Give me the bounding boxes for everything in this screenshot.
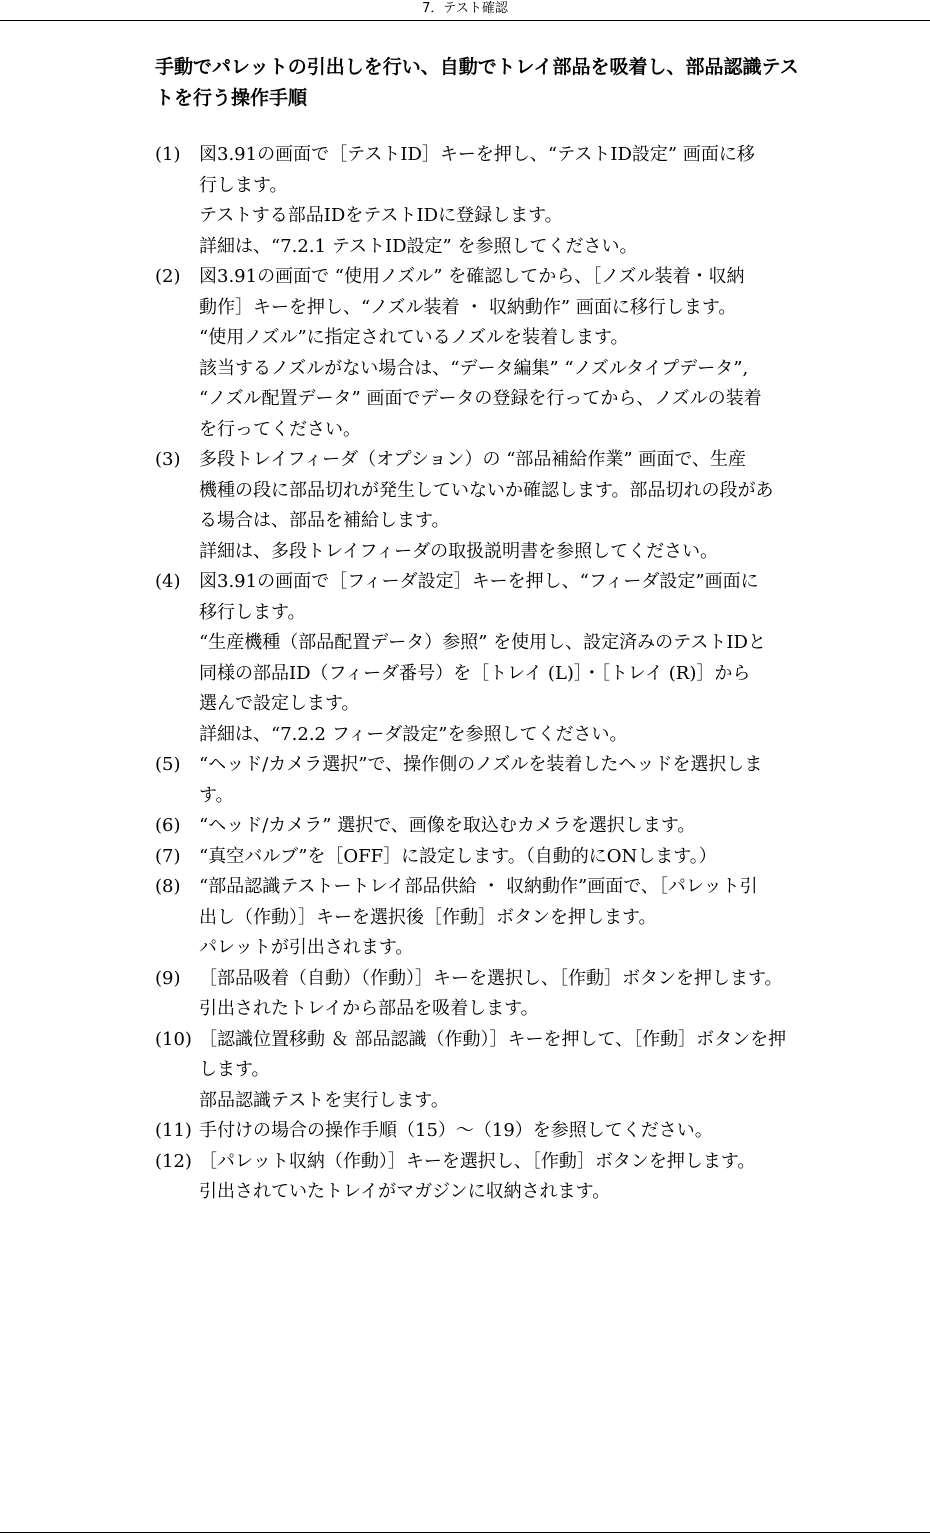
step-text-line: 引出されたトレイから部品を吸着します。 xyxy=(199,998,539,1019)
step-text-line: 行します。 xyxy=(199,174,288,196)
step-number: (5) xyxy=(155,754,181,775)
step-text-line: 図3.91の画面で “使用ノズル” を確認してから、［ノズル装着・収納 xyxy=(199,266,745,287)
step-text-line: パレットが引出されます。 xyxy=(199,937,414,958)
procedure-step xyxy=(155,140,840,262)
footer-rule xyxy=(0,1532,930,1533)
procedure-step xyxy=(155,445,840,567)
step-text-line: 手付けの場合の操作手順（15）～（19）を参照してください。 xyxy=(199,1120,713,1141)
step-text-line: 機種の段に部品切れが発生していないか確認します。部品切れの段があ xyxy=(199,479,774,501)
step-text-line: ［部品吸着（自動）（作動）］キーを選択し、［作動］ボタンを押します。 xyxy=(199,967,783,989)
procedure-step xyxy=(155,1116,840,1147)
step-text-line: す。 xyxy=(199,784,234,806)
step-text-line: 部品認識テストを実行します。 xyxy=(199,1089,449,1111)
step-text-line: 詳細は、“7.2.2 フィーダ設定”を参照してください。 xyxy=(199,723,628,745)
section-title-line: トを行う操作手順 xyxy=(155,87,308,109)
step-text-line: る場合は、部品を補給します。 xyxy=(199,510,450,531)
step-number: (12) xyxy=(155,1150,192,1172)
step-text-line: “生産機種（部品配置データ）参照” を使用し、設定済みのテストIDと xyxy=(199,632,766,653)
step-text-line: 図3.91の画面で［テストID］キーを押し、“テストID設定” 画面に移 xyxy=(199,144,755,165)
step-text-line: 詳細は、“7.2.1 テストID設定” を参照してください。 xyxy=(199,235,638,257)
step-text-line: 選んで設定します。 xyxy=(199,693,360,714)
section-title xyxy=(155,52,840,114)
procedure-step xyxy=(155,262,840,445)
step-number: (6) xyxy=(155,815,181,836)
step-text-line: “真空バルブ”を［OFF］に設定します。（自動的にONします。） xyxy=(199,845,717,867)
procedure-step xyxy=(155,750,840,811)
procedure-step xyxy=(155,872,840,964)
step-text-line: 図3.91の画面で［フィーダ設定］キーを押し、“フィーダ設定”画面に xyxy=(199,571,759,592)
step-number: (10) xyxy=(155,1028,192,1050)
step-number: (11) xyxy=(155,1120,192,1141)
step-number: (2) xyxy=(155,266,181,287)
procedure-step xyxy=(155,811,840,842)
procedure-step xyxy=(155,1147,840,1208)
chapter-title: 7．テスト確認 xyxy=(422,1,508,16)
step-text-line: ［認識位置移動 ＆ 部品認識（作動）］キーを押して、［作動］ボタンを押 xyxy=(199,1028,787,1050)
step-text-line: テストする部品IDをテストIDに登録します。 xyxy=(199,205,563,226)
step-text-line: 多段トレイフィーダ（オプション）の “部品補給作業” 画面で、生産 xyxy=(199,449,746,470)
step-number: (4) xyxy=(155,571,181,592)
step-text-line: “部品認識テストートレイ部品供給 ・ 収納動作”画面で、［パレット引 xyxy=(199,876,758,897)
procedure-steps xyxy=(155,140,840,1208)
procedure-step xyxy=(155,964,840,1025)
section-title-line: 手動でパレットの引出しを行い、自動でトレイ部品を吸着し、部品認識テス xyxy=(155,56,799,78)
step-number: (8) xyxy=(155,876,181,897)
step-text-line: 詳細は、多段トレイフィーダの取扱説明書を参照してください。 xyxy=(199,540,719,562)
step-text-line: 引出されていたトレイがマガジンに収納されます。 xyxy=(199,1181,611,1202)
procedure-step xyxy=(155,567,840,750)
step-text-line: “ノズル配置データ” 画面でデータの登録を行ってから、ノズルの装着 xyxy=(199,388,762,409)
running-header xyxy=(0,0,930,21)
procedure-step xyxy=(155,842,840,873)
step-text-line: ［パレット収納（作動）］キーを選択し、［作動］ボタンを押します。 xyxy=(199,1150,756,1172)
step-text-line: 移行します。 xyxy=(199,601,306,623)
step-text-line: 該当するノズルがない場合は、“データ編集” “ノズルタイプデータ”, xyxy=(199,357,749,379)
step-text-line: を行ってください。 xyxy=(199,418,361,440)
step-text-line: “ヘッド/カメラ選択”で、操作側のノズルを装着したヘッドを選択しま xyxy=(199,754,763,775)
step-number: (3) xyxy=(155,449,181,470)
step-text-line: 出し（作動）］キーを選択後［作動］ボタンを押します。 xyxy=(199,906,657,928)
step-number: (9) xyxy=(155,967,181,989)
step-text-line: “使用ノズル”に指定されているノズルを装着します。 xyxy=(199,327,629,348)
step-text-line: します。 xyxy=(199,1059,270,1080)
step-number: (7) xyxy=(155,845,181,867)
step-text-line: 同様の部品ID（フィーダ番号）を［トレイ (L)］・［トレイ (R)］から xyxy=(199,662,751,684)
step-number: (1) xyxy=(155,144,181,165)
step-text-line: “ヘッド/カメラ” 選択で、画像を取込むカメラを選択します。 xyxy=(199,815,696,836)
procedure-step xyxy=(155,1025,840,1117)
step-text-line: 動作］キーを押し、“ノズル装着 ・ 収納動作” 画面に移行します。 xyxy=(199,296,737,318)
